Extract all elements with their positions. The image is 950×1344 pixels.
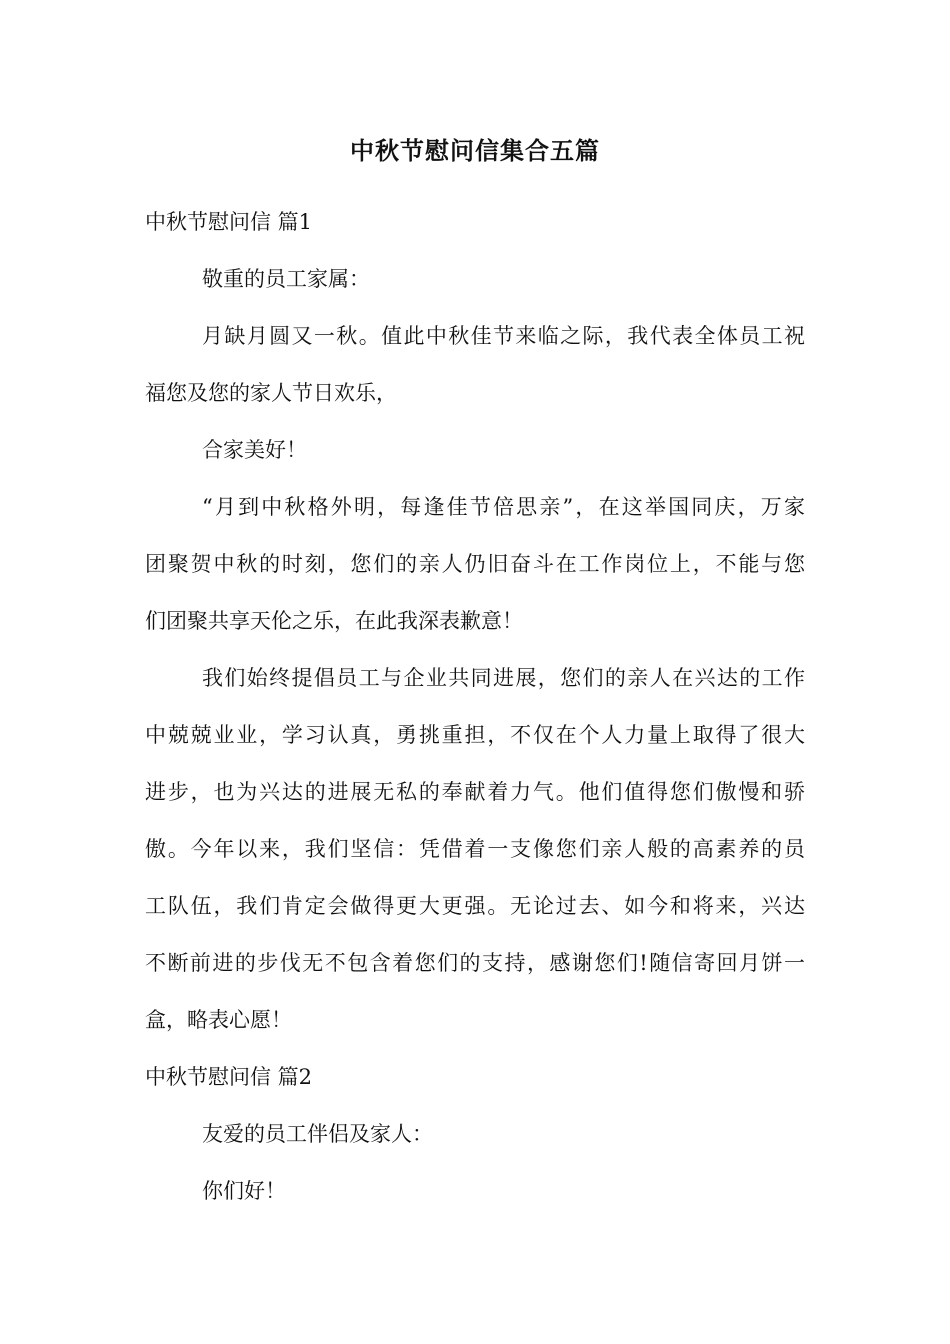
text-line: 合家美好！ [202, 438, 307, 462]
document-title: 中秋节慰问信集合五篇 [350, 136, 600, 165]
text-line: 你们好！ [202, 1179, 286, 1203]
text-line: 们团聚共享天伦之乐，在此我深表歉意！ [145, 609, 523, 633]
text-line: 傲。今年以来，我们坚信：凭借着一支像您们亲人般的高素养的员 [145, 837, 805, 861]
text-line: 中秋节慰问信 篇1 [145, 210, 313, 234]
text-line: 中秋节慰问信 篇2 [145, 1065, 313, 1089]
text-line: 团聚贺中秋的时刻，您们的亲人仍旧奋斗在工作岗位上，不能与您 [145, 552, 805, 576]
text-line: “月到中秋格外明，每逢佳节倍思亲”，在这举国同庆，万家 [202, 495, 805, 519]
text-line: 友爱的员工伴侣及家人： [202, 1122, 433, 1146]
text-line: 工队伍，我们肯定会做得更大更强。无论过去、如今和将来，兴达 [145, 894, 805, 918]
text-line: 福您及您的家人节日欢乐， [145, 381, 397, 405]
text-line: 进步，也为兴达的进展无私的奉献着力气。他们值得您们傲慢和骄 [145, 780, 805, 804]
text-line: 敬重的员工家属： [202, 267, 370, 291]
text-line: 月缺月圆又一秋。值此中秋佳节来临之际，我代表全体员工祝 [202, 324, 805, 348]
text-line: 不断前进的步伐无不包含着您们的支持，感谢您们!随信寄回月饼一 [145, 951, 805, 975]
document-body [145, 203, 805, 1229]
text-line: 盒，略表心愿！ [145, 1008, 292, 1032]
text-line: 中兢兢业业，学习认真，勇挑重担，不仅在个人力量上取得了很大 [145, 723, 805, 747]
text-line: 我们始终提倡员工与企业共同进展，您们的亲人在兴达的工作 [202, 666, 805, 690]
